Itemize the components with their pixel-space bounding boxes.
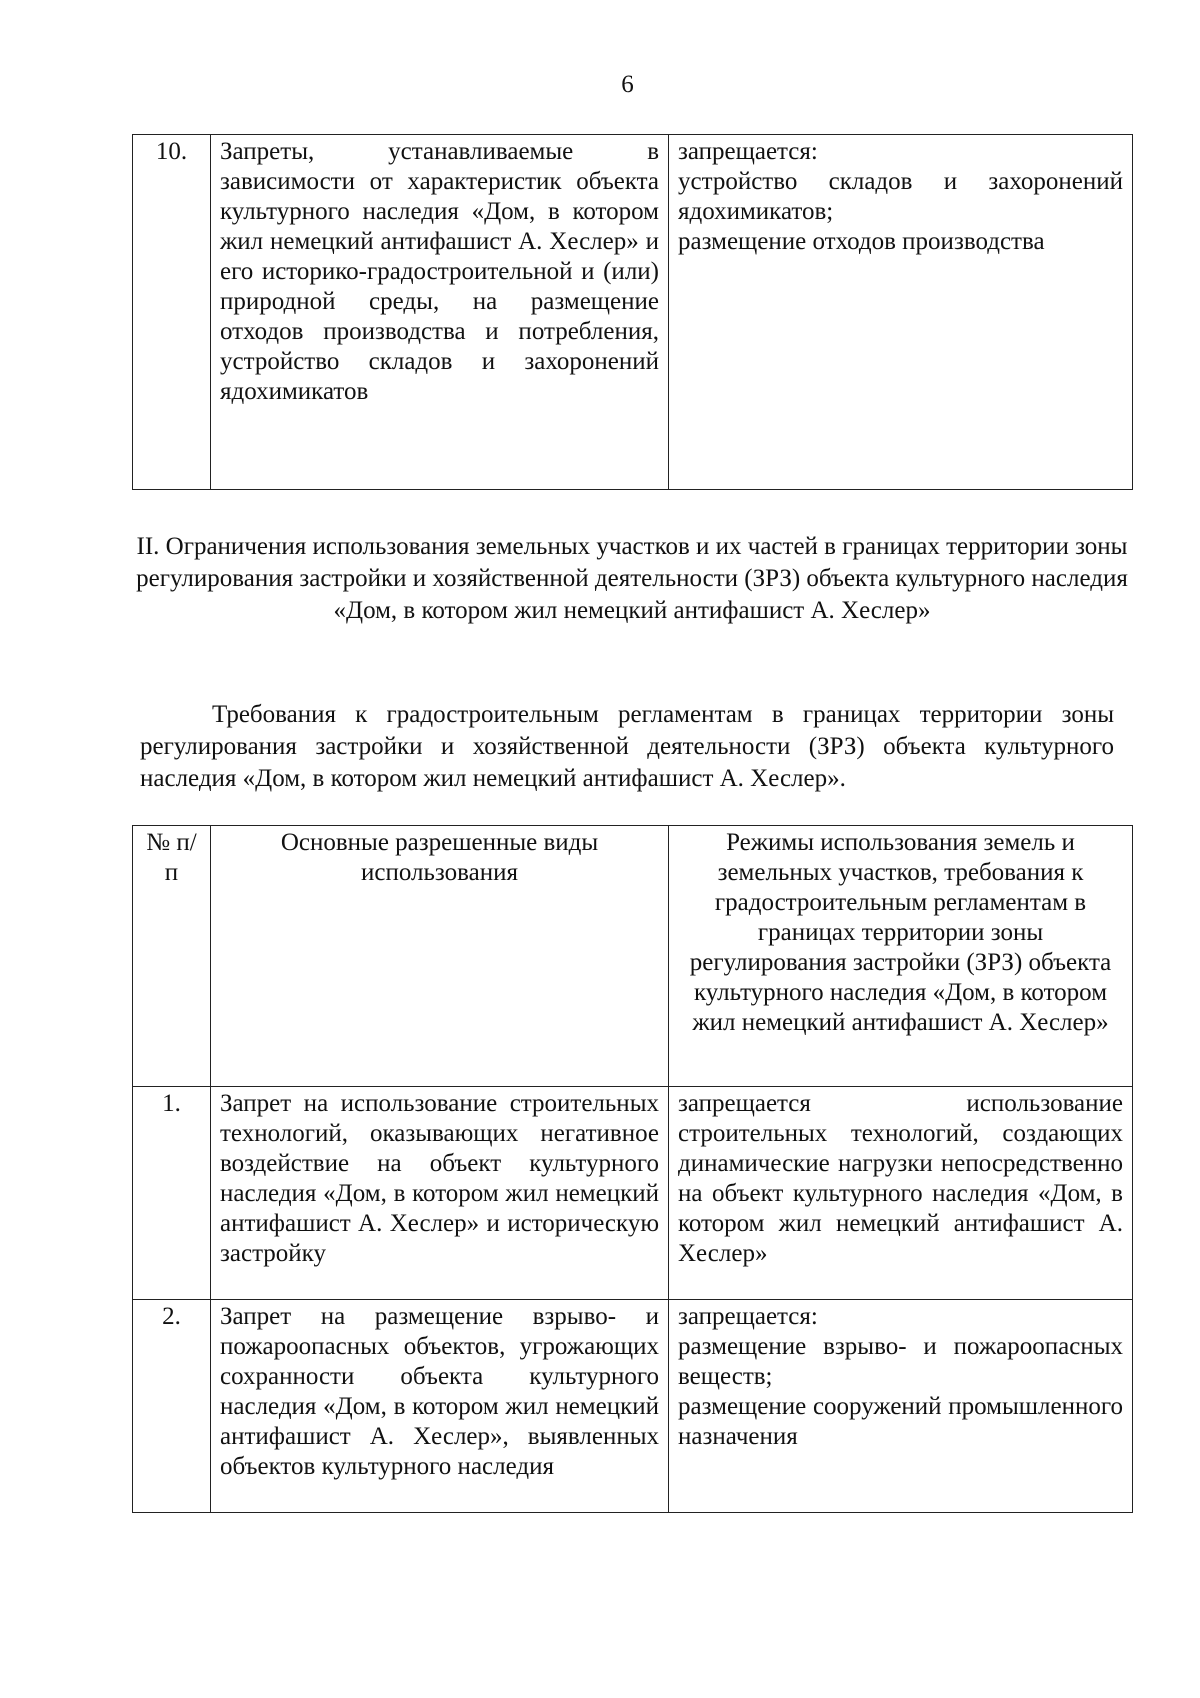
row-number: 2. (133, 1300, 211, 1513)
restriction-description: Запреты, устанавливаемые в зависимости от характеристик объекта культурного наследия «Дом, в котором жил немецкий антифашист А. Хеслер» и его историко-градостроительной и (или) природной среды, на размещение отходов производства и потребления, устройство складов и захоронений ядохимикатов (211, 135, 669, 490)
restrictions-table-continued (132, 134, 1133, 490)
regime-cell (669, 1087, 1133, 1300)
row-number: 1. (133, 1087, 211, 1300)
page-number: 6 (621, 71, 634, 98)
regime-line: размещение сооружений промышленного назначения (678, 1393, 1123, 1450)
table-row (133, 1087, 1133, 1300)
regime-line: запрещается использование строительных технологий, создающих динамические нагрузки непосредственно на объект культурного наследия «Дом, в котором жил немецкий антифашист А. Хеслер» (678, 1090, 1123, 1267)
section-heading: II. Ограничения использования земельных участков и их частей в границах территории зоны регулирования застройки и хозяйственной деятельности (ЗРЗ) объекта культурного наследия «Дом, в котором жил немецкий антифашист А. Хеслер» (136, 533, 1128, 624)
table-row (133, 1300, 1133, 1513)
restriction-description: Запрет на размещение взрыво- и пожароопасных объектов, угрожающих сохранности объекта культурного наследия «Дом, в котором жил немецкий антифашист А. Хеслер», выявленных объектов культурного наследия (211, 1300, 669, 1513)
table-row (133, 135, 1133, 490)
regime-cell (669, 1300, 1133, 1513)
header-regimes: Режимы использования земель и земельных участков, требования к градостроительным регламентам в границах территории зоны регулирования застройки (ЗРЗ) объекта культурного наследия «Дом, в котором жил немецкий антифашист А. Хеслер» (669, 826, 1133, 1087)
regime-cell (669, 135, 1133, 490)
intro-paragraph: Требования к градостроительным регламентам в границах территории зоны регулирования застройки и хозяйственной деятельности (ЗРЗ) объекта культурного наследия «Дом, в котором жил немецкий антифашист А. Хеслер». (140, 701, 1114, 792)
regime-line: устройство складов и захоронений ядохимикатов; (678, 168, 1123, 225)
row-number: 10. (133, 135, 211, 490)
header-uses: Основные разрешенные виды использования (211, 826, 669, 1087)
regime-line: размещение взрыво- и пожароопасных веществ; (678, 1333, 1123, 1390)
zrz-requirements-table (132, 825, 1133, 1513)
restriction-description: Запрет на использование строительных технологий, оказывающих негативное воздействие на объект культурного наследия «Дом, в котором жил немецкий антифашист А. Хеслер» и историческую застройку (211, 1087, 669, 1300)
table-header-row (133, 826, 1133, 1087)
header-number: № п/п (133, 826, 211, 1087)
regime-line: размещение отходов производства (678, 228, 1045, 255)
regime-line: запрещается: (678, 1303, 818, 1330)
regime-line: запрещается: (678, 138, 818, 165)
